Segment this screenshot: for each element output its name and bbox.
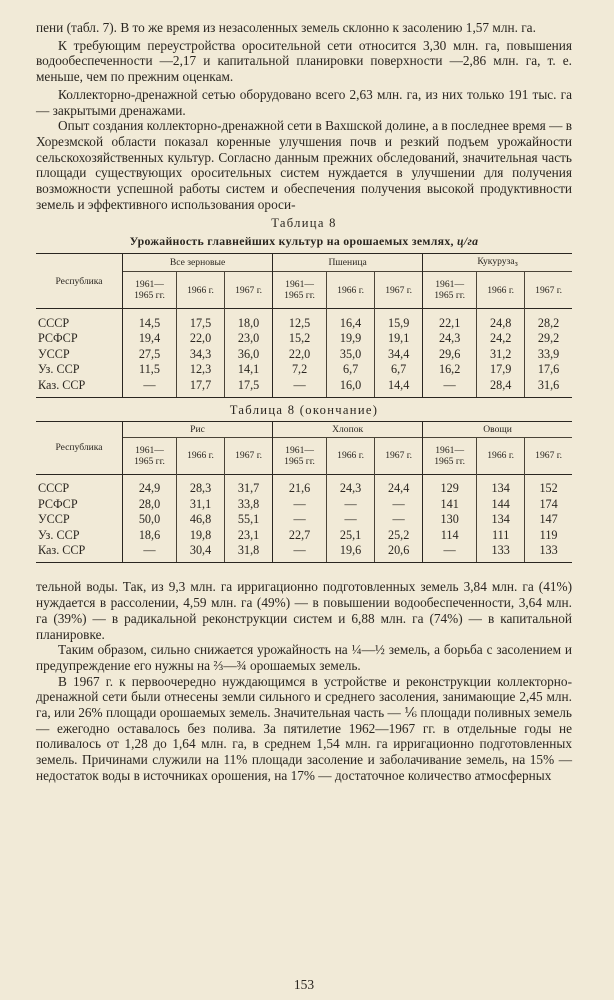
table-cell: 24,3 (423, 331, 477, 347)
group-header (423, 254, 572, 272)
table-cell: 17,9 (477, 362, 525, 378)
table-cell: — (327, 512, 375, 528)
table-cell: 134 (477, 474, 525, 496)
table-cell: 46,8 (176, 512, 224, 528)
table-cell: 19,4 (123, 331, 177, 347)
table-cell: 147 (525, 512, 572, 528)
year-header: 1967 г. (225, 272, 273, 309)
year-header: 1966 г. (176, 272, 224, 309)
table-cell: 22,1 (423, 309, 477, 331)
table-cell: — (423, 543, 477, 563)
table-cell: 22,0 (273, 346, 327, 362)
table-caption-continued: Таблица 8 (окончание) (229, 402, 379, 417)
page-number: 153 (293, 977, 315, 992)
year-header: 1967 г. (525, 437, 572, 474)
table-cell: — (273, 496, 327, 512)
table-cell: 152 (525, 474, 572, 496)
table-cell: 24,8 (477, 309, 525, 331)
table-cell: 36,0 (225, 346, 273, 362)
table-cell: 16,2 (423, 362, 477, 378)
table-cell: — (273, 377, 327, 397)
table-cell: 24,9 (123, 474, 177, 496)
table-cell: 24,3 (327, 474, 375, 496)
table-cell: — (375, 512, 423, 528)
paragraph-7: В 1967 г. к первоочередно нуждающимся в устройстве и реконструкции коллекторно-дренажной сети были отнесены земли сильного и среднего засоления, занимающие 2,45 млн. га, или 26% площади орошаемых земель. Значительная часть — ⅙ площади поливных земель — ежегодно оставалось без полива. За пятилетие 1962—1967 гг. в отдельные годы не поливалось от 1,28 до 1,64 млн. га, в среднем 1,54 млн. га ирригационно подготовленных земель. Причинами служили на 11% площади засоление и заболачивание земель, на 15% — недостаток воды в источниках орошения, на 17% — достаточное количество атмосферных (36, 673, 572, 783)
paragraph-2: К требующим переустройства оросительной сети относится 3,30 млн. га, повышения водообеспеченности —2,17 и капитальной планировки поверхности —2,86 млн. га, т. е. меньше, чем по прежним оценкам. (36, 37, 572, 85)
table-cell: 17,5 (176, 309, 224, 331)
table-cell: 50,0 (123, 512, 177, 528)
table-cell: 31,7 (225, 474, 273, 496)
table-cell: 34,3 (176, 346, 224, 362)
table-row (36, 474, 572, 496)
table-row (36, 496, 572, 512)
year-header: 1961— 1965 гг. (123, 437, 177, 474)
year-header: 1966 г. (327, 437, 375, 474)
year-header: 1961— 1965 гг. (273, 272, 327, 309)
row-republic: УССР (38, 512, 70, 527)
table-row (36, 527, 572, 543)
table-title-unit: ц/га (457, 234, 479, 249)
table-row (36, 377, 572, 397)
table-cell: 33,9 (525, 346, 572, 362)
table-cell: 24,2 (477, 331, 525, 347)
table-cell: 21,6 (273, 474, 327, 496)
table-cell: 174 (525, 496, 572, 512)
row-republic: Каз. ССР (36, 543, 123, 563)
row-republic: РСФСР (38, 496, 78, 511)
table-row (36, 512, 572, 528)
table-cell: 12,5 (273, 309, 327, 331)
table-cell: — (273, 512, 327, 528)
table-cell: 19,9 (327, 331, 375, 347)
table-cell: 23,1 (225, 527, 273, 543)
group-header-subscript: з (514, 259, 518, 269)
table-cell: 28,2 (525, 309, 572, 331)
table-cell: — (327, 496, 375, 512)
table-cell: 144 (477, 496, 525, 512)
year-header: 1967 г. (375, 272, 423, 309)
table-cell: 11,5 (123, 362, 177, 378)
group-header: Все зерновые (123, 254, 273, 272)
table-cell: 18,0 (225, 309, 273, 331)
table-cell: 111 (477, 527, 525, 543)
year-header: 1961— 1965 гг. (423, 437, 477, 474)
table-cell: 28,3 (176, 474, 224, 496)
table-cell: 22,0 (176, 331, 224, 347)
table1-body (36, 309, 572, 398)
group-header: Пшеница (273, 254, 423, 272)
table-row (36, 543, 572, 563)
table-title (36, 234, 572, 249)
table-cell: 15,9 (375, 309, 423, 331)
table-cell: — (123, 543, 177, 563)
table-cell: 20,6 (375, 543, 423, 563)
table-cell: 35,0 (327, 346, 375, 362)
year-header: 1961— 1965 гг. (423, 272, 477, 309)
table-row (36, 346, 572, 362)
table-cell: 28,4 (477, 377, 525, 397)
table-cell: 27,5 (123, 346, 177, 362)
table-cell: 31,1 (176, 496, 224, 512)
table-cell: 130 (423, 512, 477, 528)
rep-header: Республика (36, 421, 123, 474)
table-cell: 14,4 (375, 377, 423, 397)
row-republic: Каз. ССР (36, 377, 123, 397)
table-cell: 17,6 (525, 362, 572, 378)
table-caption: Таблица 8 (271, 216, 337, 231)
group-header: Хлопок (273, 421, 423, 437)
table-cell: 114 (423, 527, 477, 543)
table-cell: 19,6 (327, 543, 375, 563)
table-cell: 133 (477, 543, 525, 563)
table-cell: 6,7 (327, 362, 375, 378)
row-republic: УССР (38, 346, 70, 361)
paragraph-5: тельной воды. Так, из 9,3 млн. га ирригационно подготовленных земель 3,84 млн. га (41%) нуждается в рассолении, 4,59 млн. га (49%) — в повышении водообеспеченности, 3,64 млн. га (39%) — в радикальной реконструкции систем и 6,88 млн. га (74%) — в капитальной планировке. (36, 579, 572, 642)
paragraph-4: Опыт создания коллекторно-дренажной сети в Вахшской долине, а в последнее время — в Хорезмской области показал коренные улучшения почв и резкий подъем урожайности сельскохозяйственных культур. Согласно данным прежних обследований, значительная часть площади существующих оросительных систем нуждается в улучшении для получения возможности успешной работы систем и обеспечения получения высокой продуктивности земель и эффективного использования ороси- (36, 118, 572, 212)
rep-header: Республика (36, 254, 123, 309)
table-cell: 17,5 (225, 377, 273, 397)
table-cell: 14,1 (225, 362, 273, 378)
table-cell: — (123, 377, 177, 397)
table-cell: 6,7 (375, 362, 423, 378)
yield-table-part1 (36, 253, 572, 398)
table-cell: 23,0 (225, 331, 273, 347)
table-row (36, 362, 572, 378)
year-header: 1966 г. (477, 272, 525, 309)
table-cell: 30,4 (176, 543, 224, 563)
table-cell: 16,0 (327, 377, 375, 397)
year-header: 1967 г. (375, 437, 423, 474)
table-cell: 22,7 (273, 527, 327, 543)
table-cell: — (273, 543, 327, 563)
table-cell: 7,2 (273, 362, 327, 378)
year-header: 1966 г. (477, 437, 525, 474)
table-title-text: Урожайность главнейших культур на орошаемых землях, (129, 234, 454, 249)
table-cell: 134 (477, 512, 525, 528)
yield-table-part2 (36, 421, 572, 564)
table-row (36, 331, 572, 347)
table-cell: 141 (423, 496, 477, 512)
table-cell: 29,2 (525, 331, 572, 347)
table-cell: 133 (525, 543, 572, 563)
year-header: 1961— 1965 гг. (123, 272, 177, 309)
year-header: 1966 г. (176, 437, 224, 474)
group-header: Рис (123, 421, 273, 437)
table-cell: 119 (525, 527, 572, 543)
page (36, 20, 572, 992)
table-cell: 18,6 (123, 527, 177, 543)
paragraph-1: пени (табл. 7). В то же время из незасоленных земель склонно к засолению 1,57 млн. га. (36, 20, 536, 35)
row-republic: РСФСР (38, 331, 78, 346)
table2-body (36, 474, 572, 563)
table-cell: 15,2 (273, 331, 327, 347)
table-cell: — (423, 377, 477, 397)
table-row (36, 309, 572, 331)
year-header: 1967 г. (225, 437, 273, 474)
paragraph-3: Коллекторно-дренажной сетью оборудовано всего 2,63 млн. га, из них только 191 тыс. га — закрытыми дренажами. (36, 86, 572, 118)
table-cell: 28,0 (123, 496, 177, 512)
table-cell: — (375, 496, 423, 512)
table-cell: 24,4 (375, 474, 423, 496)
table-cell: 31,6 (525, 377, 572, 397)
table-cell: 29,6 (423, 346, 477, 362)
table-cell: 12,3 (176, 362, 224, 378)
year-header: 1966 г. (327, 272, 375, 309)
table-cell: 25,1 (327, 527, 375, 543)
table-cell: 16,4 (327, 309, 375, 331)
row-republic: СССР (36, 474, 123, 496)
table-cell: 14,5 (123, 309, 177, 331)
row-republic: СССР (36, 309, 123, 331)
group-header: Овощи (423, 421, 572, 437)
table-cell: 31,8 (225, 543, 273, 563)
table-cell: 55,1 (225, 512, 273, 528)
table-cell: 19,1 (375, 331, 423, 347)
group-header-text: Кукуруза (477, 256, 515, 268)
year-header: 1967 г. (525, 272, 572, 309)
table-cell: 33,8 (225, 496, 273, 512)
paragraph-6: Таким образом, сильно снижается урожайность на ¼—½ земель, а борьба с засолением и предупреждение его нужны на ⅔—¾ орошаемых земель. (36, 642, 572, 673)
table-cell: 34,4 (375, 346, 423, 362)
year-header: 1961— 1965 гг. (273, 437, 327, 474)
table-cell: 25,2 (375, 527, 423, 543)
table-cell: 31,2 (477, 346, 525, 362)
row-republic: Уз. ССР (38, 527, 80, 542)
row-republic: Уз. ССР (38, 362, 80, 377)
table-cell: 129 (423, 474, 477, 496)
table-cell: 19,8 (176, 527, 224, 543)
table-cell: 17,7 (176, 377, 224, 397)
